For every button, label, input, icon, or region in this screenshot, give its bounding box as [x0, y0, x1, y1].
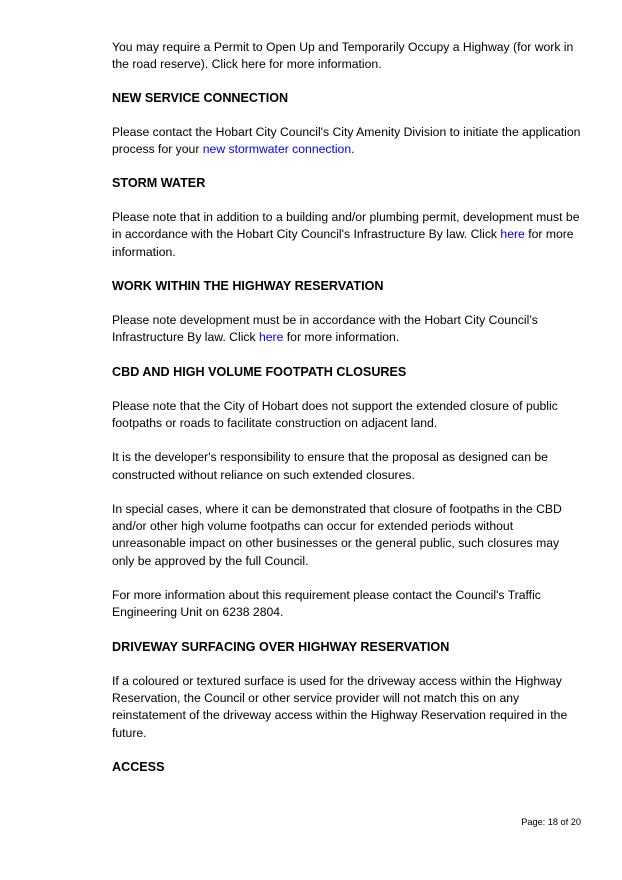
- storm-water-here-link[interactable]: here: [500, 227, 525, 242]
- highway-work-paragraph: [112, 312, 584, 347]
- cbd-heading: CBD AND HIGH VOLUME FOOTPATH CLOSURES: [112, 364, 407, 379]
- cbd-paragraph-3: In special cases, where it can be demonstrated that closure of footpaths in the CBD and/or other high volume footpaths can occur for extended periods without unreasonable impact on other businesses or the general public, such closures may only be approved by the full Council.: [112, 501, 562, 568]
- page-number: Page: 18 of 20: [521, 817, 581, 827]
- storm-water-heading: STORM WATER: [112, 176, 206, 191]
- cbd-paragraph-2: It is the developer's responsibility to ensure that the proposal as designed can be constructed without reliance on such extended closures.: [112, 450, 548, 482]
- highway-work-here-link[interactable]: here: [258, 330, 284, 345]
- intro-paragraph: You may require a Permit to Open Up and Temporarily Occupy a Highway (for work in the road reserve). Click here for more information.: [112, 40, 574, 72]
- new-service-heading: NEW SERVICE CONNECTION: [112, 90, 289, 105]
- new-stormwater-connection-link[interactable]: new stormwater connection: [202, 141, 352, 156]
- new-service-paragraph: [112, 124, 584, 159]
- new-service-text-end: .: [351, 141, 355, 156]
- cbd-paragraph-4: For more information about this requirement please contact the Council's Traffic Engineering Unit on 6238 2804.: [112, 588, 541, 620]
- storm-water-text-end: for more information.: [112, 227, 574, 259]
- new-service-text: Please contact the Hobart City Council's City Amenity Division to initiate the application process for your: [112, 124, 581, 156]
- storm-water-text: Please note that in addition to a building and/or plumbing permit, development must be in accordance with the Hobart City Council's Infrastructure By law. Click: [112, 210, 580, 242]
- highway-work-heading: WORK WITHIN THE HIGHWAY RESERVATION: [112, 279, 384, 294]
- storm-water-paragraph: [112, 209, 584, 261]
- driveway-heading: DRIVEWAY SURFACING OVER HIGHWAY RESERVATION: [112, 639, 450, 654]
- access-heading: ACCESS: [112, 759, 165, 774]
- highway-work-text-end: for more information.: [283, 330, 400, 345]
- highway-work-text: Please note development must be in accordance with the Hobart City Council’s Infrastructure By law. Click: [112, 313, 538, 345]
- document-page: [112, 39, 584, 776]
- cbd-paragraph-1: Please note that the City of Hobart does not support the extended closure of public footpaths or roads to facilitate construction on adjacent land.: [112, 398, 558, 430]
- driveway-paragraph: If a coloured or textured surface is used for the driveway access within the Highway Reservation, the Council or other service provider will not match this on any reinstatement of the driveway access within the Highway Reservation required in the future.: [112, 673, 568, 740]
